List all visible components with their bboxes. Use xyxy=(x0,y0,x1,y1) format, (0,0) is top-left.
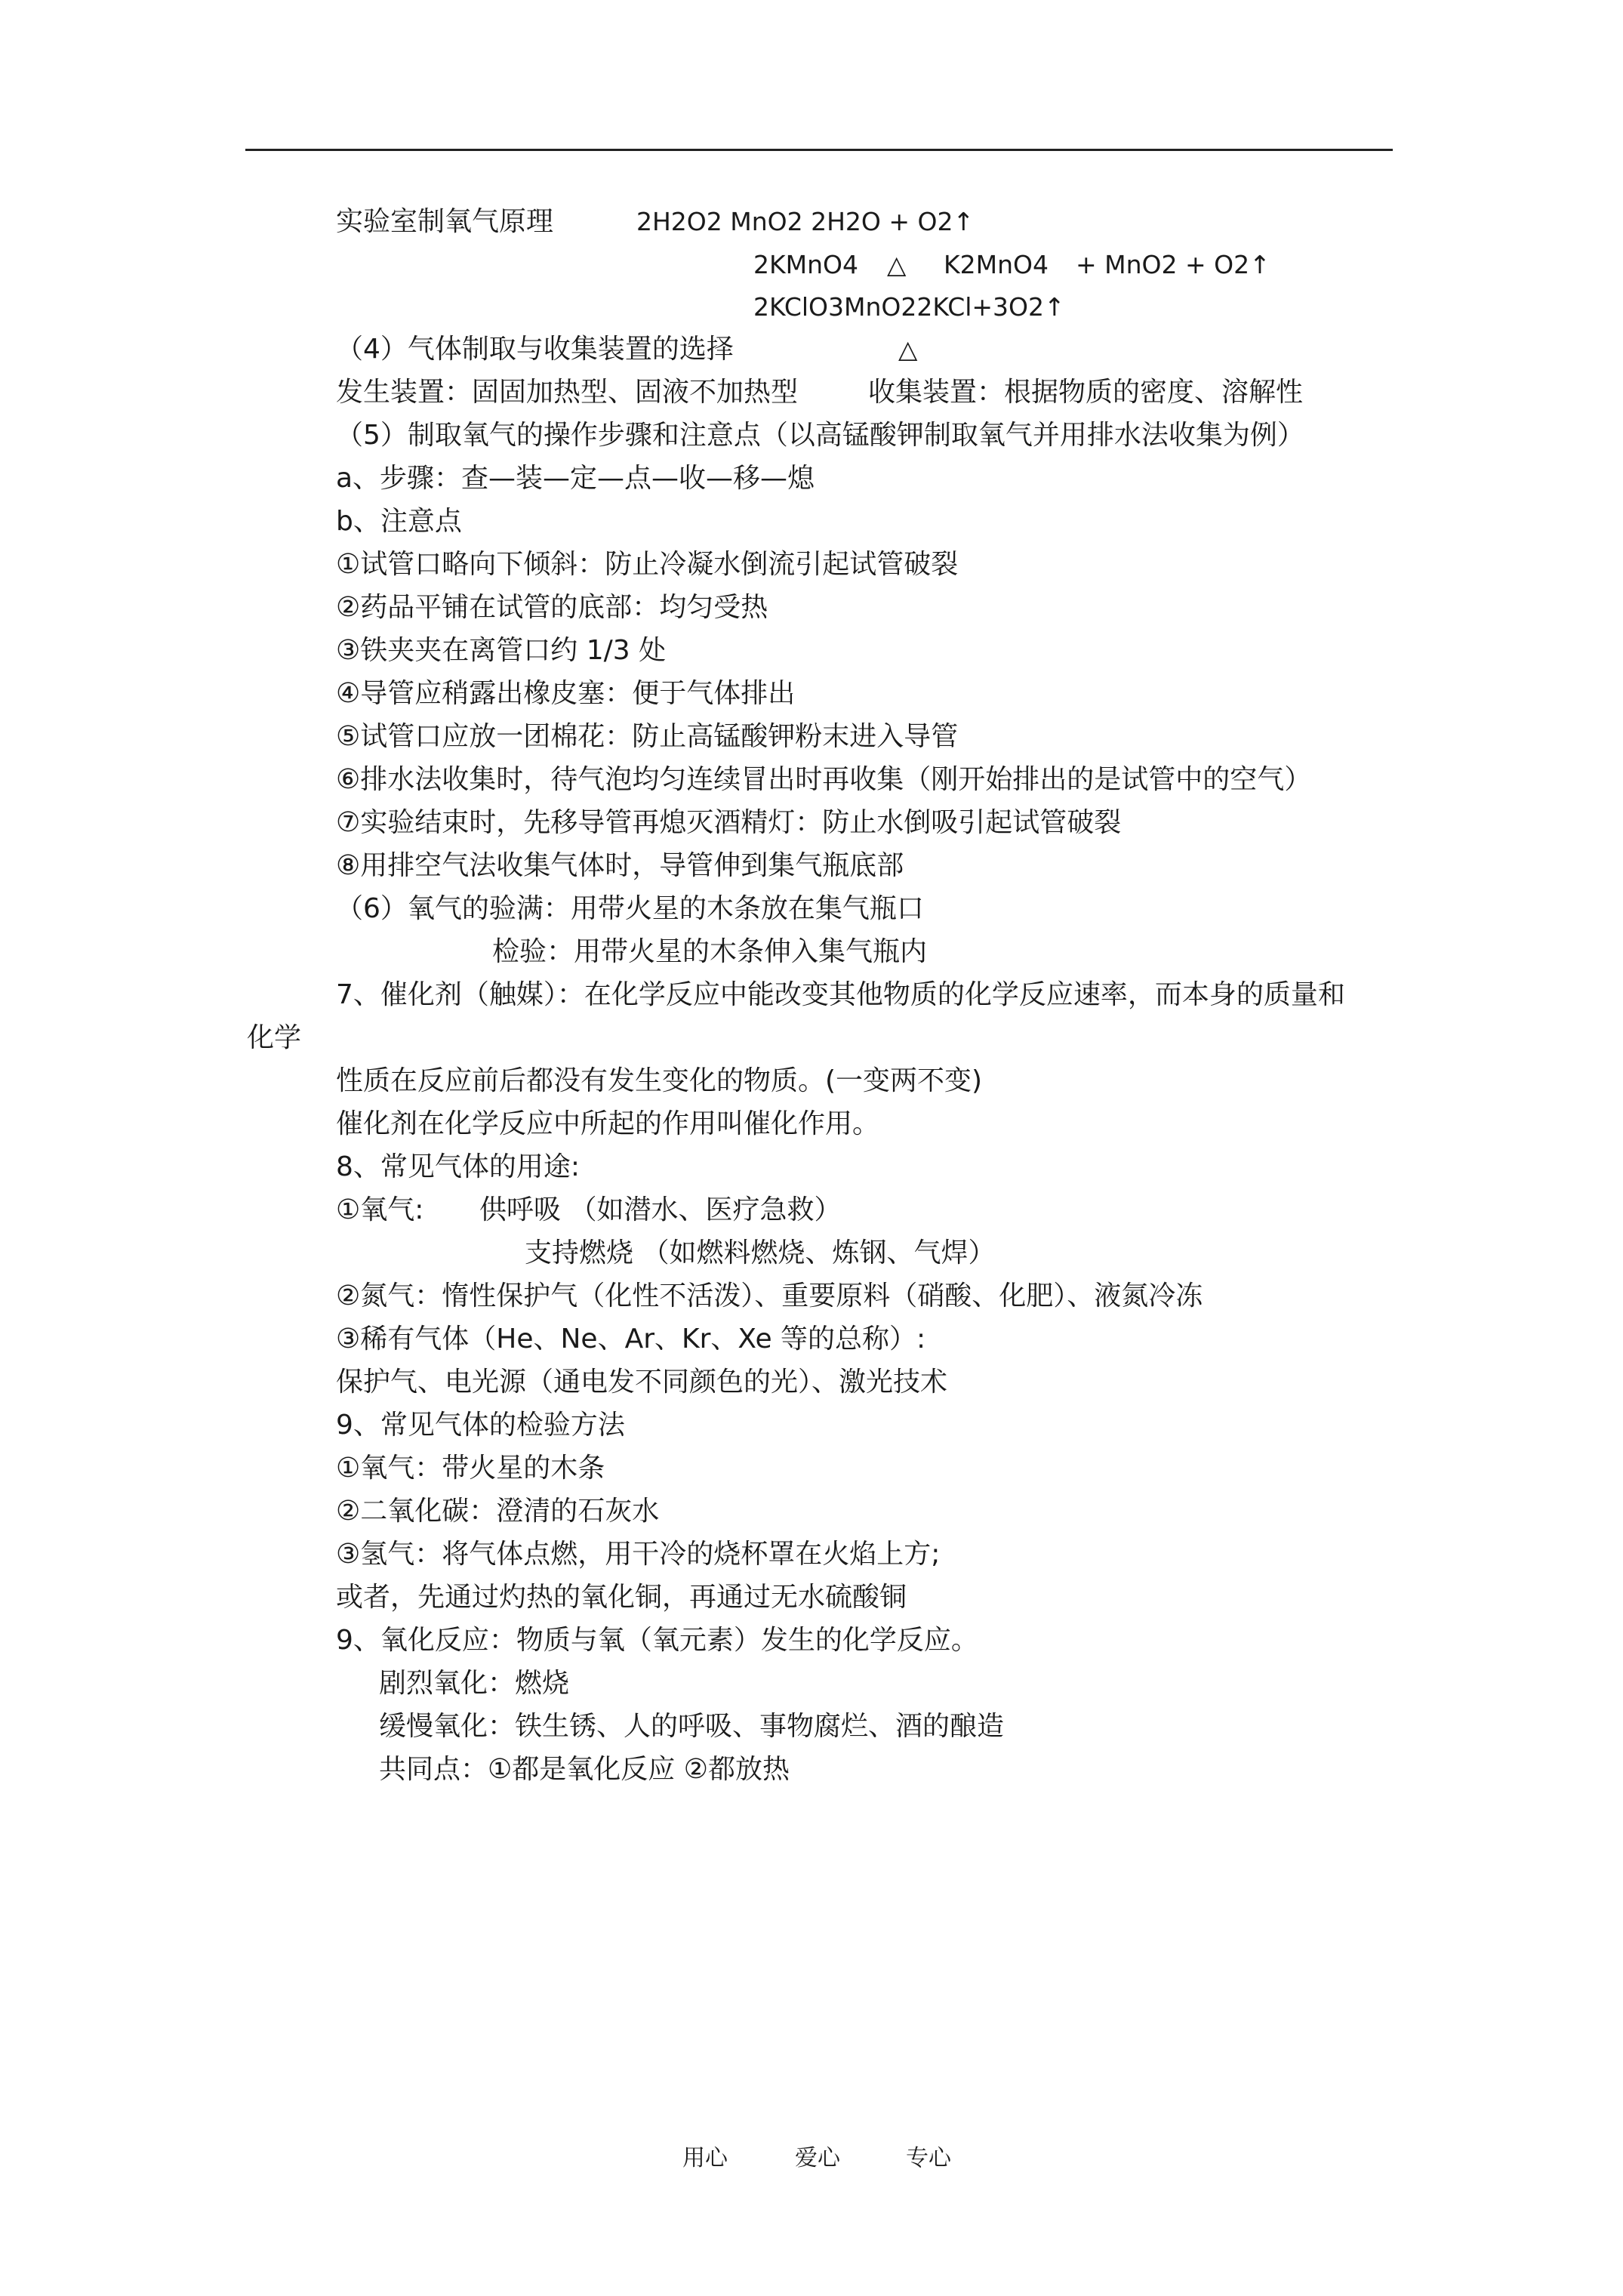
oxidation-heading: 9、氧化反应：物质与氧（氧元素）发生的化学反应。 xyxy=(336,1625,978,1656)
footer-word-3: 专心 xyxy=(906,2145,951,2171)
catalyst-definition-cont: 性质在反应前后都没有发生变化的物质。(一变两不变) xyxy=(336,1065,983,1096)
notes-heading: b、注意点 xyxy=(336,506,462,537)
header-rule xyxy=(245,149,1393,151)
noble-gas-heading: ③稀有气体（He、Ne、Ar、Kr、Xe 等的总称）: xyxy=(336,1324,926,1354)
test-hydrogen: ③氢气：将气体点燃，用干冷的烧杯罩在火焰上方; xyxy=(336,1539,941,1570)
nitrogen-use: ②氮气：惰性保护气（化性不活泼）、重要原料（硝酸、化肥）、液氮冷冻 xyxy=(336,1281,1203,1311)
steps-line: a、步骤：查—装—定—点—收—移—熄 xyxy=(336,463,815,494)
equation-h2o2: 2H2O2 MnO2 2H2O + O2↑ xyxy=(636,207,975,236)
reaction-label: 实验室制氧气原理 xyxy=(336,206,554,237)
equation-kmno4-rest: + MnO2 + O2↑ xyxy=(1076,250,1270,279)
section-6-full-check: （6）氧气的验满：用带火星的木条放在集气瓶口 xyxy=(336,893,924,924)
test-hydrogen-alt: 或者，先通过灼热的氧化铜，再通过无水硫酸铜 xyxy=(336,1582,907,1613)
equation-kmno4-product: K2MnO4 xyxy=(944,250,1049,279)
noble-gas-use: 保护气、电光源（通电发不同颜色的光）、激光技术 xyxy=(336,1367,948,1398)
note-6: ⑥排水法收集时，待气泡均匀连续冒出时再收集（刚开始排出的是试管中的空气） xyxy=(336,764,1312,795)
collection-apparatus: 收集装置：根据物质的密度、溶解性 xyxy=(868,377,1304,408)
violent-oxidation: 剧烈氧化：燃烧 xyxy=(379,1668,570,1699)
note-2: ②药品平铺在试管的底部：均匀受热 xyxy=(336,592,768,623)
catalyst-definition: 7、催化剂（触媒）：在化学反应中能改变其他物质的化学反应速率，而本身的质量和 xyxy=(336,979,1345,1010)
oxygen-use-breathing: 供呼吸 （如潜水、医疗急救） xyxy=(479,1194,842,1225)
note-8: ⑧用排空气法收集气体时，导管伸到集气瓶底部 xyxy=(336,850,904,881)
catalysis-line: 催化剂在化学反应中所起的作用叫催化作用。 xyxy=(336,1108,880,1139)
test-co2: ②二氧化碳：澄清的石灰水 xyxy=(336,1496,660,1527)
note-5: ⑤试管口应放一团棉花：防止高锰酸钾粉末进入导管 xyxy=(336,721,959,752)
footer-word-2: 爱心 xyxy=(795,2145,840,2171)
common-points: 共同点：①都是氧化反应 ②都放热 xyxy=(379,1754,790,1785)
catalyst-definition-wrap: 化学 xyxy=(247,1022,302,1053)
section-5-heading: （5）制取氧气的操作步骤和注意点（以高锰酸钾制取氧气并用排水法收集为例） xyxy=(336,420,1304,451)
oxygen-use-label: ①氧气: xyxy=(336,1194,424,1225)
equation-kclo3: 2KClO3MnO22KCl+3O2↑ xyxy=(753,292,1065,322)
oxygen-use-combustion: 支持燃烧 （如燃料燃烧、炼钢、气焊） xyxy=(525,1237,996,1268)
heat-condition-symbol-2: △ xyxy=(898,334,918,364)
note-4: ④导管应稍露出橡皮塞：便于气体排出 xyxy=(336,678,796,709)
section-8-heading: 8、常见气体的用途: xyxy=(336,1151,581,1182)
section-4-heading: （4）气体制取与收集装置的选择 xyxy=(336,334,734,365)
section-6-test: 检验：用带火星的木条伸入集气瓶内 xyxy=(492,936,928,967)
section-9-test-heading: 9、常见气体的检验方法 xyxy=(336,1410,625,1441)
generation-apparatus: 发生装置：固固加热型、固液不加热型 xyxy=(336,377,799,408)
note-7: ⑦实验结束时，先移导管再熄灭酒精灯：防止水倒吸引起试管破裂 xyxy=(336,807,1122,838)
equation-kmno4-reactant: 2KMnO4 xyxy=(753,250,858,279)
test-oxygen: ①氧气：带火星的木条 xyxy=(336,1453,605,1484)
note-1: ①试管口略向下倾斜：防止冷凝水倒流引起试管破裂 xyxy=(336,549,959,580)
footer-word-1: 用心 xyxy=(682,2145,728,2171)
heat-condition-symbol: △ xyxy=(887,250,907,279)
slow-oxidation: 缓慢氧化：铁生锈、人的呼吸、事物腐烂、酒的酿造 xyxy=(379,1711,1005,1742)
note-3: ③铁夹夹在离管口约 1/3 处 xyxy=(336,635,667,666)
